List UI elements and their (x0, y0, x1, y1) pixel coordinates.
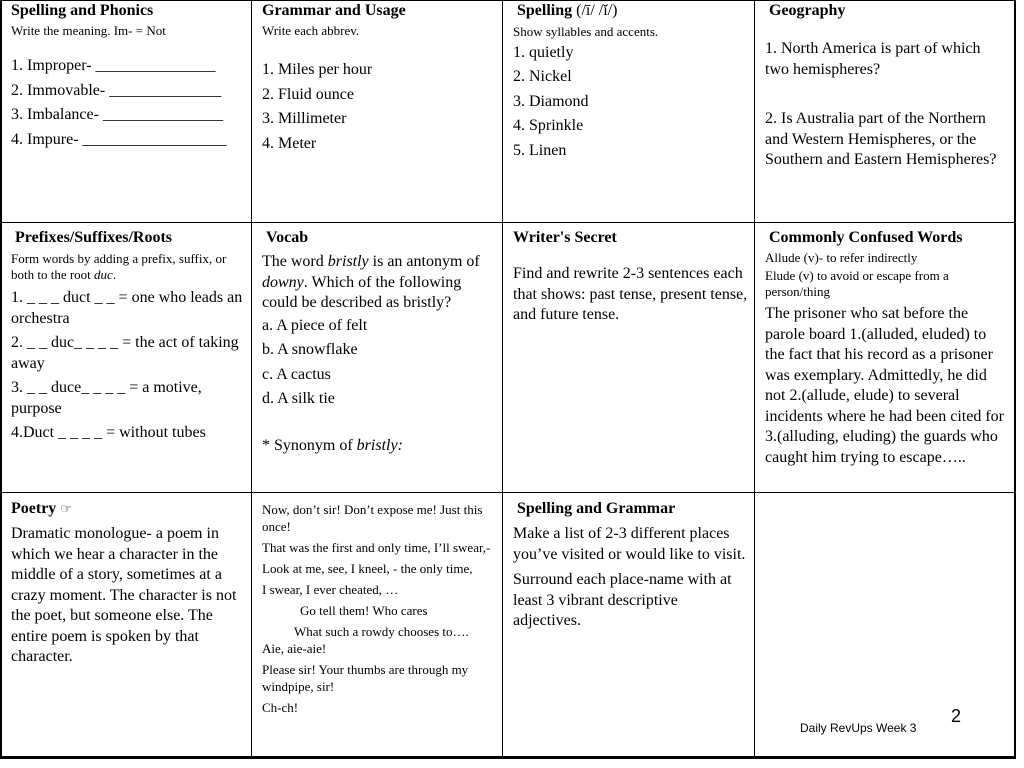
cell-text: Make a list of 2-3 different places you’ve visited or would like to visit. (513, 525, 746, 563)
cell-title: Poetry (11, 500, 57, 517)
cell-title: Commonly Confused Words (769, 229, 963, 246)
synonym-prompt: * Synonym of bristly: (262, 436, 403, 454)
row-divider (2, 222, 1014, 223)
cell-title: Spelling (517, 2, 573, 19)
cell-text: Dramatic monologue- a poem in which we hear a character in the middle of a story, sometimes at a crazy moment. The character is not the poet, but someone else. The entire poem is spoken by that character. (11, 525, 237, 665)
column-divider (754, 1, 755, 756)
list-item: c. A cactus (262, 365, 331, 383)
cell-prefixes-suffixes-roots (2, 228, 250, 492)
question: 1. North America is part of which two hemispheres? (765, 40, 981, 78)
poem-line: That was the first and only time, I’ll swear,- (262, 540, 491, 555)
list-item: 2. _ _ duc_ _ _ _ = the act of taking away (11, 334, 239, 372)
cell-writers-secret (504, 228, 754, 492)
definition: Allude (v)- to refer indirectly (765, 250, 918, 265)
cell-poem-excerpt (253, 501, 501, 757)
cell-title-suffix: (/ī/ /ĭ/) (572, 2, 618, 19)
cell-instructions: Show syllables and accents. (513, 23, 659, 39)
list-item: 2. Immovable- ______________ (11, 81, 222, 99)
list-item: 4. Impure- __________________ (11, 130, 227, 148)
definition: Elude (v) to avoid or escape from a person/thing (765, 268, 949, 299)
cell-title: Writer's Secret (513, 229, 617, 246)
list-item: 1. Improper- _______________ (11, 57, 216, 74)
cell-grammar-usage (253, 1, 501, 221)
poem-line: Now, don’t sir! Don’t expose me! Just this once! (262, 502, 483, 534)
list-item: 1. Miles per hour (262, 61, 373, 78)
cell-title: Vocab (266, 229, 309, 246)
list-item: 1. _ _ _ duct _ _ = one who leads an orchestra (11, 289, 243, 327)
pointing-hand-icon: ☞ (60, 501, 72, 516)
vocab-question: The word bristly is an antonym of downy. Which of the following could be described as bristly? (262, 253, 480, 311)
list-item: 3. Diamond (513, 92, 589, 110)
cell-poetry (2, 499, 250, 757)
cell-instructions: Write each abbrev. (262, 23, 360, 38)
list-item: 3. _ _ duce_ _ _ _ = a motive, purpose (11, 379, 202, 417)
question: 2. Is Australia part of the Northern and Western Hemispheres, or the Southern and Eastern Hemispheres? (765, 110, 997, 168)
cell-text: Surround each place-name with at least 3 vibrant descriptive adjectives. (513, 571, 732, 629)
cell-title: Geography (769, 2, 846, 19)
cell-title: Spelling and Phonics (11, 2, 154, 19)
poem-line: Go tell them! Who cares (300, 603, 428, 618)
list-item: 4.Duct _ _ _ _ = without tubes (11, 424, 206, 441)
cell-spelling-phonics (2, 1, 250, 221)
list-item: d. A silk tie (262, 390, 335, 407)
cell-title: Spelling and Grammar (517, 500, 676, 517)
poem-line: I swear, I ever cheated, … (262, 582, 399, 597)
cell-title: Grammar and Usage (262, 2, 406, 19)
list-item: 4. Meter (262, 134, 317, 152)
list-item: 2. Fluid ounce (262, 85, 354, 103)
cell-instructions: Write the meaning. Im- = Not (11, 23, 166, 38)
list-item: 3. Millimeter (262, 110, 347, 127)
list-item: a. A piece of felt (262, 316, 368, 334)
row-divider (2, 492, 1014, 493)
list-item: 2. Nickel (513, 68, 572, 85)
cell-spelling-grammar (504, 499, 754, 757)
column-divider (251, 1, 252, 756)
cell-spelling (504, 1, 754, 221)
cell-title: Prefixes/Suffixes/Roots (15, 229, 173, 246)
column-divider (502, 1, 503, 756)
poem-line: Ch-ch! (262, 700, 299, 715)
list-item: 1. quietly (513, 43, 574, 61)
list-item: 5. Linen (513, 141, 567, 159)
cell-text: The prisoner who sat before the parole board 1.(alluded, eluded) to the fact that his record as a prisoner was exemplary. Admittedly, he did not 2.(allude, elude) to several incidents where he had been cited for 3.(alluding, eluding) the guards who caught him trying to escape….. (765, 305, 1005, 466)
list-item: b. A snowflake (262, 341, 358, 358)
cell-empty (756, 499, 1012, 757)
cell-text: Find and rewrite 2-3 sentences each that shows: past tense, present tense, and future tense. (513, 265, 748, 323)
page-number: 2 (951, 706, 962, 726)
list-item: 4. Sprinkle (513, 117, 584, 134)
cell-vocab (253, 228, 501, 492)
poem-line: Aie, aie-aie! (262, 641, 327, 656)
cell-instructions: Form words by adding a prefix, suffix, or both to the root duc. (11, 251, 227, 282)
footer-label: Daily RevUps Week 3 (800, 721, 917, 735)
cell-commonly-confused-words (756, 228, 1012, 492)
poem-line: Please sir! Your thumbs are through my windpipe, sir! (262, 662, 469, 694)
poem-line: Look at me, see, I kneel, - the only time, (262, 561, 473, 576)
cell-geography (756, 1, 1012, 221)
list-item: 3. Imbalance- _______________ (11, 106, 223, 123)
cell-title-row (11, 499, 244, 519)
poem-line: What such a rowdy chooses to…. (294, 624, 469, 639)
